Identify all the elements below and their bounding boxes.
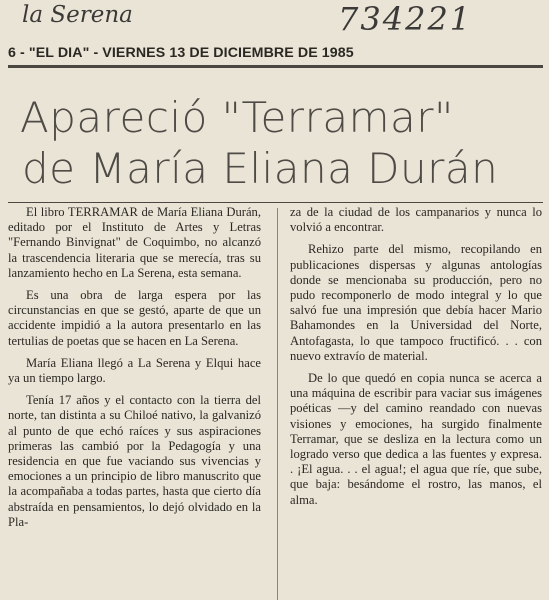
paragraph: Es una obra de larga espera por las circunstancias en que se gestó, aparte de que un accidente impidió a la autora presentarlo en las tertulias de poetas que se hacen en La Serena. bbox=[8, 288, 261, 348]
headline-line-1: Apareció "Terramar" bbox=[20, 93, 454, 142]
paragraph: za de la ciudad de los campanarios y nunca lo volvió a encontrar. bbox=[290, 205, 542, 235]
article-column-2 bbox=[290, 205, 542, 515]
paragraph: De lo que quedó en copia nunca se acerca a una máquina de escribir para vaciar sus imágenes poéticas —y del camino reandado con nuevas visiones y emociones, ha surgido finalmente Terramar, que se desliza en la lectura como un logrado verso que dedica a las fuentes y expresa. . ¡El agua. . . el agua!; el agua que ríe, que sube, que baja: besándome el rostro, las manos, el alma. bbox=[290, 371, 542, 507]
headline-rule bbox=[8, 202, 543, 203]
paragraph: El libro TERRAMAR de María Eliana Durán, editado por el Instituto de Artes y Letras "Fernando Binvignat" de Coquimbo, no alcanzó la trascendencia literaria que se merecía, tras su lanzamiento hecho en La Serena, esta semana. bbox=[8, 205, 261, 280]
headline-line-2: de María Eliana Durán bbox=[22, 144, 499, 193]
dateline: 6 - "EL DIA" - VIERNES 13 DE DICIEMBRE DE 1985 bbox=[8, 45, 354, 61]
column-divider bbox=[277, 208, 278, 600]
top-rule bbox=[8, 65, 543, 68]
paragraph: Rehizo parte del mismo, recopilando en publicaciones dispersas y algunas antologías donde se mencionaba su producción, pero no pudo recomponerlo de modo integral y lo que salvó fue una impresión que debía hacer Mario Bahamondes en la Universidad del Norte, Antofagasta, lo que tampoco fructificó. . . con nuevo extravío de material. bbox=[290, 242, 542, 363]
handwritten-city-note: la Serena bbox=[22, 2, 133, 28]
paragraph: Tenía 17 años y el contacto con la tierra del norte, tan distinta a su Chiloé nativo, la galvanizó al punto de que echó raíces y sus aspiraciones primeras las cambió por la Pedagogía y una residencia en que fue vaciando sus vivencias y emociones a un principio de libro manuscrito que la acompañaba a todas partes, hasta que cierto día abstraída en pensamientos, lo dejó olvidado en la Pla- bbox=[8, 393, 261, 529]
handwritten-number-note: 734221 bbox=[338, 0, 473, 38]
paragraph: María Eliana llegó a La Serena y Elqui hace ya un tiempo largo. bbox=[8, 355, 261, 386]
article-column-1 bbox=[8, 205, 261, 537]
